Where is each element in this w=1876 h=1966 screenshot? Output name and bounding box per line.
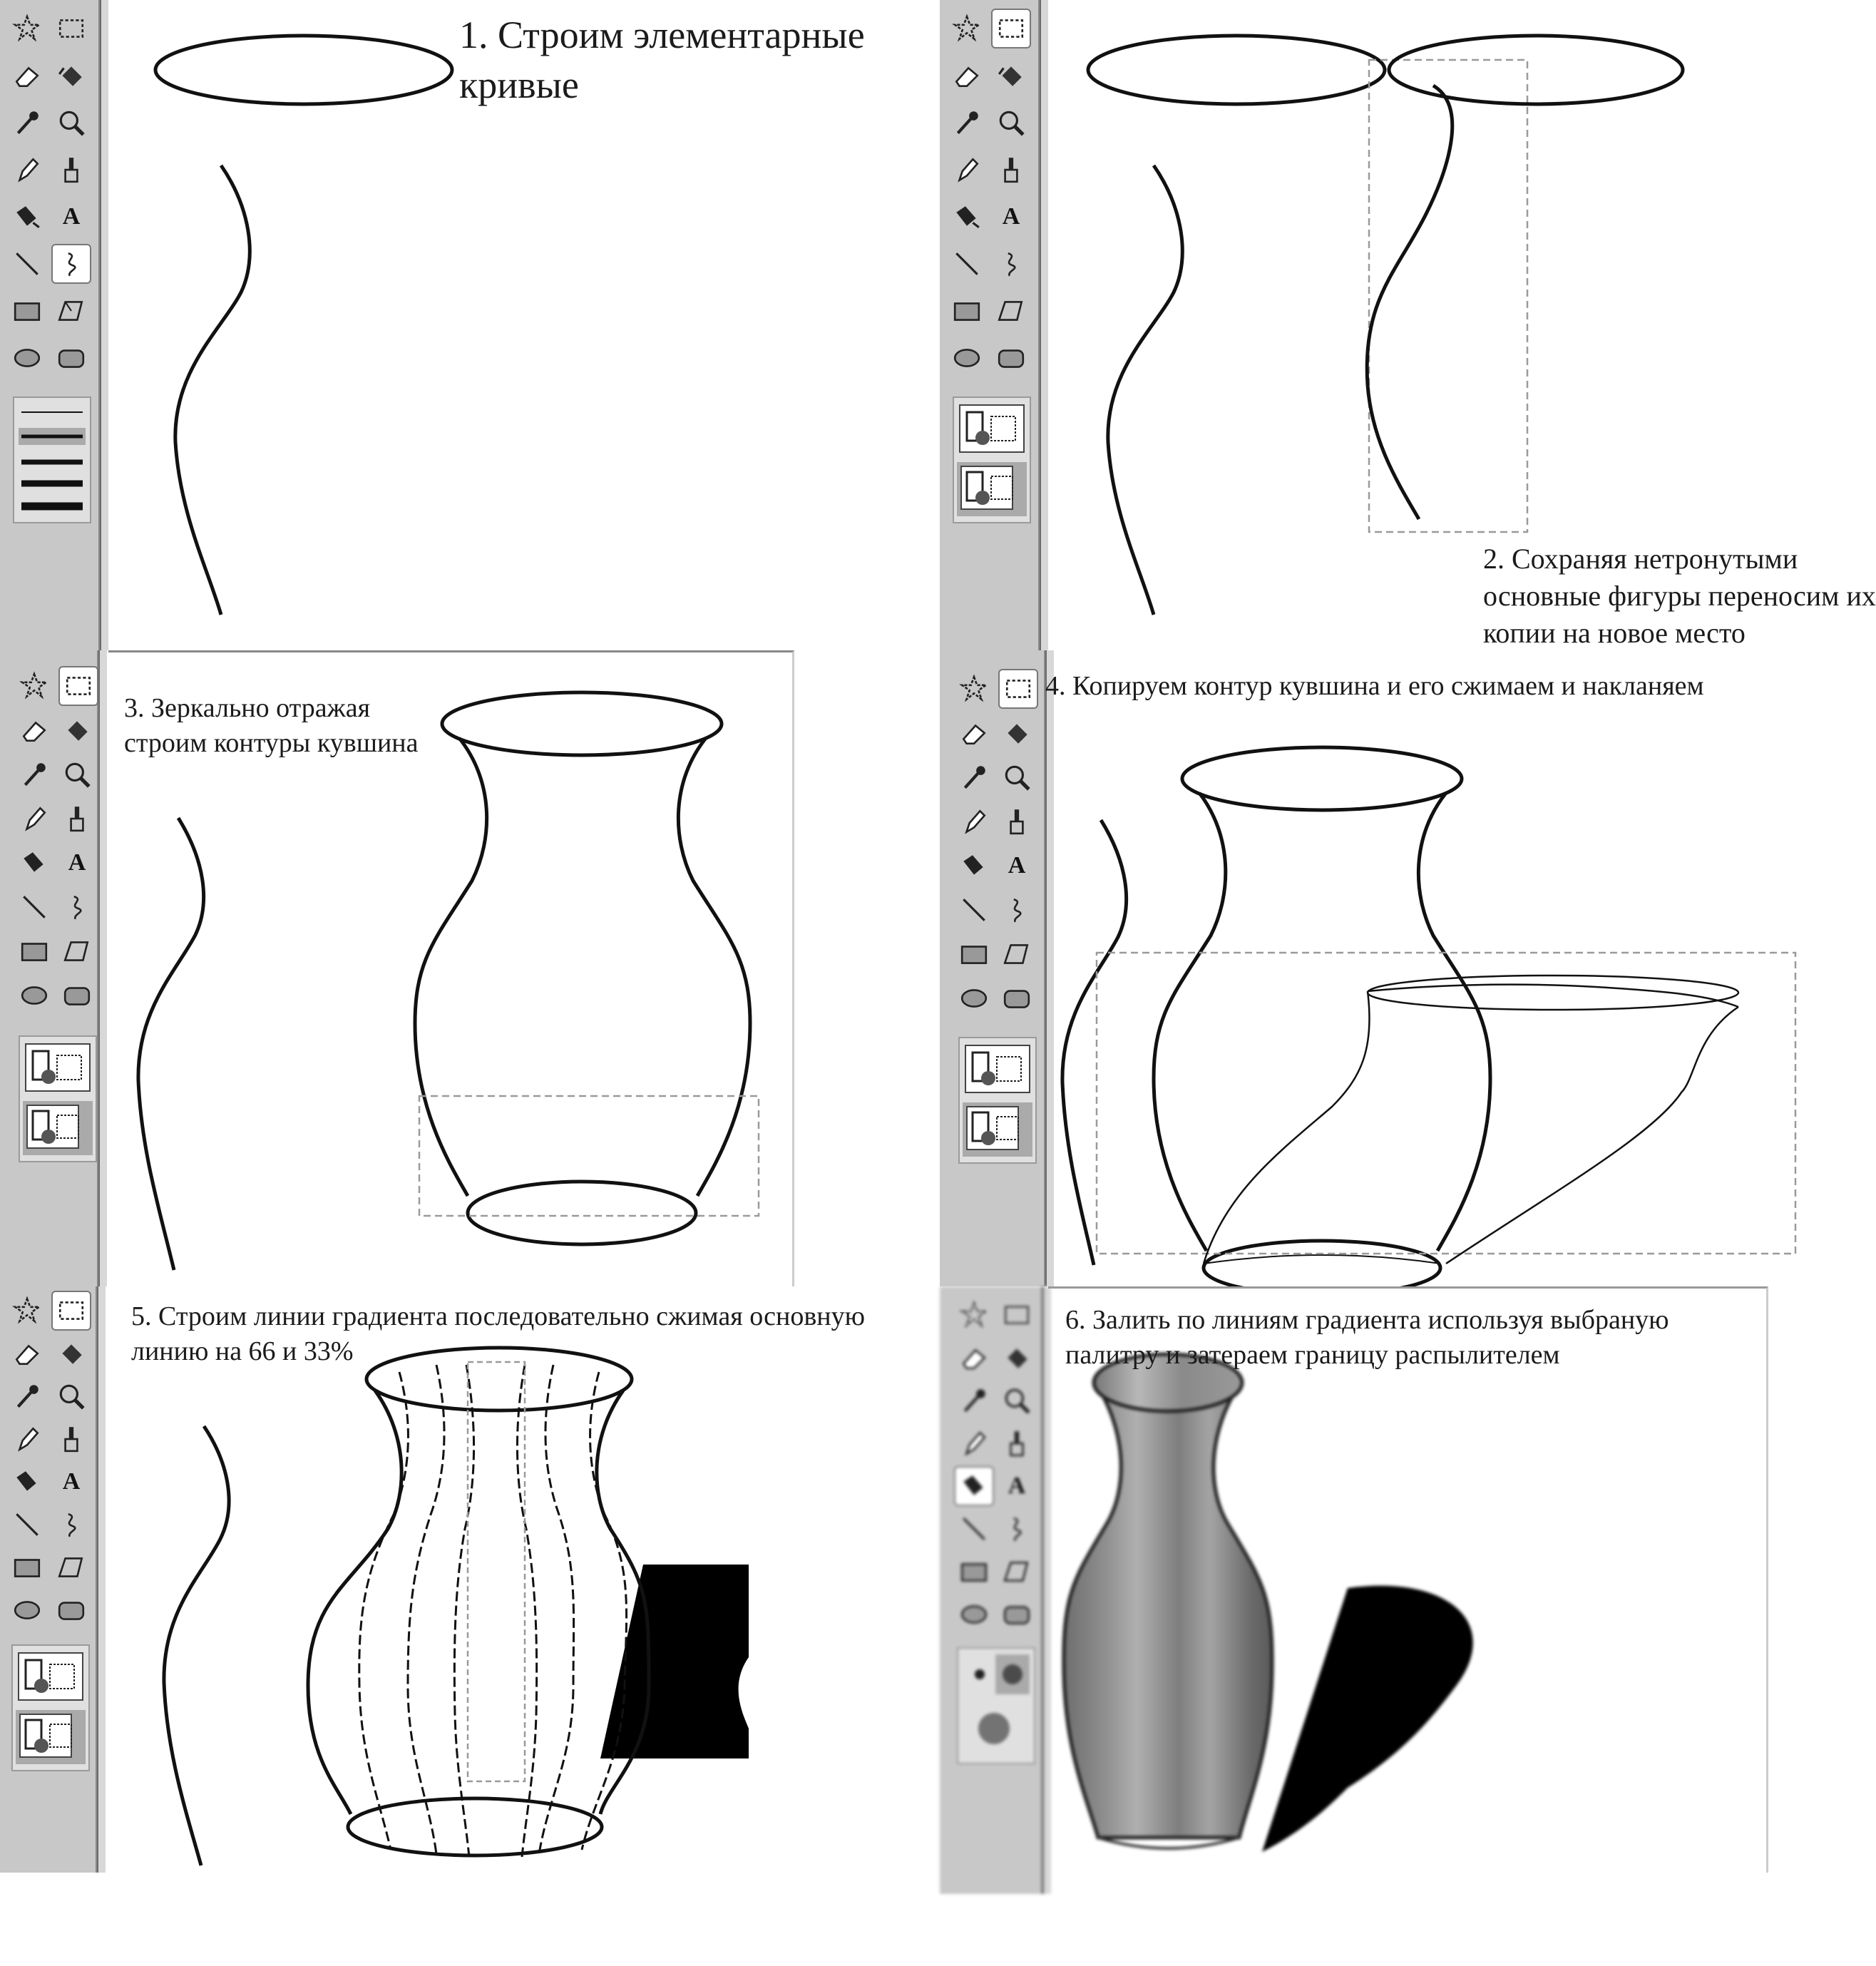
skewed-shadow-contour xyxy=(1204,985,1738,1264)
polygon-icon[interactable] xyxy=(58,933,96,970)
drawing-canvas[interactable] xyxy=(108,650,794,1286)
eyedropper-icon[interactable] xyxy=(9,1378,46,1415)
brush-icon[interactable] xyxy=(53,1420,90,1458)
panel-2 xyxy=(940,0,1876,650)
rounded-rect-icon[interactable] xyxy=(53,339,90,377)
profile-curve xyxy=(138,818,204,1270)
top-ellipse-copy xyxy=(1389,36,1683,104)
vase-left-contour xyxy=(308,1391,401,1814)
gradient-line-66-left xyxy=(359,1372,409,1850)
fill-icon[interactable] xyxy=(9,1463,46,1500)
drawing-canvas[interactable] xyxy=(1048,0,1876,650)
polygon-icon[interactable] xyxy=(53,292,90,329)
line-icon[interactable] xyxy=(955,1510,993,1547)
polygon-icon[interactable] xyxy=(53,1549,90,1586)
panel-5 xyxy=(0,1286,940,1873)
marquee-icon[interactable] xyxy=(51,1291,91,1331)
eyedropper-icon[interactable] xyxy=(9,104,46,141)
line-width-options[interactable] xyxy=(13,396,91,523)
brush-icon[interactable] xyxy=(58,800,96,837)
rectangle-icon[interactable] xyxy=(955,936,993,973)
vase-base xyxy=(468,1182,696,1244)
pencil-icon[interactable] xyxy=(948,151,985,188)
gradient-line-33-right xyxy=(539,1365,574,1854)
marquee-icon[interactable] xyxy=(991,9,1031,48)
curve-icon[interactable] xyxy=(53,1506,90,1543)
profile-curve xyxy=(164,1426,229,1865)
marquee-icon[interactable] xyxy=(998,669,1038,709)
marquee-icon[interactable] xyxy=(998,1296,1035,1333)
marquee-icon[interactable] xyxy=(58,666,98,706)
text-icon[interactable]: A xyxy=(68,849,86,876)
caption: 6. Залить по линиям градиента используя выбраную палитру и затераем границу распылителем xyxy=(1065,1305,1669,1371)
eraser-icon[interactable] xyxy=(955,1339,993,1376)
brush-icon[interactable] xyxy=(993,151,1030,188)
brush-icon[interactable] xyxy=(998,1425,1035,1462)
transparency-options[interactable] xyxy=(958,1037,1037,1164)
polygon-icon[interactable] xyxy=(998,936,1035,973)
ellipse-icon[interactable] xyxy=(955,980,993,1017)
line-icon[interactable] xyxy=(9,1506,46,1543)
toolbar xyxy=(0,0,101,650)
caption: 1. Строим элементарные кривые xyxy=(459,14,865,107)
drawing-canvas[interactable] xyxy=(108,0,920,650)
lasso-icon[interactable] xyxy=(955,670,993,707)
eraser-icon[interactable] xyxy=(16,712,53,749)
selection-box xyxy=(1097,953,1795,1254)
toolbar xyxy=(0,650,99,1286)
brush-icon[interactable] xyxy=(53,151,90,188)
lasso-icon[interactable] xyxy=(955,1296,993,1333)
magnifier-icon[interactable] xyxy=(53,1378,90,1415)
pencil-icon[interactable] xyxy=(955,803,993,840)
toolbar xyxy=(940,0,1040,650)
vase-shadow xyxy=(1262,1586,1473,1852)
toolbar xyxy=(940,650,1046,1286)
toolbar-divider xyxy=(1040,0,1048,650)
vase-rim xyxy=(442,692,722,755)
ellipse-icon[interactable] xyxy=(9,339,46,377)
text-icon[interactable]: A xyxy=(62,1468,81,1495)
vase-right-contour xyxy=(1418,793,1490,1251)
transparency-options[interactable] xyxy=(953,396,1031,523)
shadow-shape xyxy=(600,1565,749,1758)
pencil-icon[interactable] xyxy=(9,1420,46,1458)
eraser-icon[interactable] xyxy=(955,715,993,752)
curve-icon[interactable] xyxy=(58,889,96,926)
ellipse-icon[interactable] xyxy=(9,1592,46,1629)
text-icon[interactable]: A xyxy=(1008,852,1026,879)
eyedropper-icon[interactable] xyxy=(955,1382,993,1419)
fill-icon[interactable] xyxy=(9,198,46,235)
caption: 2. Сохраняя нетронутыми основные фигуры переносим их копии на новое место xyxy=(1483,543,1876,649)
fill-icon[interactable] xyxy=(955,847,993,884)
caption: 3. Зеркально отражая строим контуры кувшина xyxy=(124,693,419,759)
paint-bucket-icon[interactable] xyxy=(53,1335,90,1372)
eraser-icon[interactable] xyxy=(9,57,46,94)
curve-icon[interactable] xyxy=(998,1510,1035,1547)
toolbar-divider xyxy=(1045,650,1054,1286)
spray-options[interactable] xyxy=(957,1647,1035,1764)
top-ellipse xyxy=(1088,36,1385,104)
line-icon[interactable] xyxy=(16,889,53,926)
lasso-icon[interactable] xyxy=(9,10,46,47)
vase-left-contour xyxy=(415,738,487,1196)
transparency-options[interactable] xyxy=(19,1035,97,1162)
skewed-shadow-right xyxy=(1446,1007,1738,1264)
fill-icon[interactable] xyxy=(954,1466,994,1506)
top-ellipse xyxy=(155,36,452,104)
pencil-icon[interactable] xyxy=(16,800,53,837)
line-icon[interactable] xyxy=(955,891,993,928)
pencil-icon[interactable] xyxy=(9,151,46,188)
eraser-icon[interactable] xyxy=(9,1335,46,1372)
eyedropper-icon[interactable] xyxy=(16,756,53,793)
magnifier-icon[interactable] xyxy=(998,1382,1035,1419)
rectangle-icon[interactable] xyxy=(948,292,985,329)
magnifier-icon[interactable] xyxy=(993,104,1030,141)
eraser-icon[interactable] xyxy=(948,57,985,94)
toolbar-divider xyxy=(98,650,107,1286)
selection-box xyxy=(468,1362,525,1781)
drawing-canvas[interactable] xyxy=(1045,650,1768,1286)
rounded-rect-icon[interactable] xyxy=(53,1592,90,1629)
pencil-icon[interactable] xyxy=(955,1425,993,1462)
polygon-icon[interactable] xyxy=(998,1553,1035,1590)
vase-right-contour xyxy=(678,738,750,1196)
selection-box xyxy=(1369,60,1527,532)
text-icon[interactable]: A xyxy=(1008,1473,1026,1499)
ellipse-icon[interactable] xyxy=(948,339,985,377)
magnifier-icon[interactable] xyxy=(58,756,96,793)
magnifier-icon[interactable] xyxy=(998,759,1035,796)
eyedropper-icon[interactable] xyxy=(955,759,993,796)
selection-box xyxy=(419,1096,759,1216)
line-icon[interactable] xyxy=(948,245,985,282)
rectangle-icon[interactable] xyxy=(16,933,53,970)
caption: 4. Копируем контур кувшина и его сжимаем и накланяем xyxy=(1045,671,1704,701)
polygon-icon[interactable] xyxy=(993,292,1030,329)
rounded-rect-icon[interactable] xyxy=(998,980,1035,1017)
lasso-icon[interactable] xyxy=(9,1292,46,1329)
gradient-line-33-left xyxy=(408,1365,444,1854)
skewed-shadow-top xyxy=(1368,976,1738,1010)
paint-bucket-icon[interactable] xyxy=(58,712,96,749)
paint-bucket-icon[interactable] xyxy=(53,57,90,94)
ellipse-icon[interactable] xyxy=(955,1596,993,1633)
fill-icon[interactable] xyxy=(948,198,985,235)
lasso-icon[interactable] xyxy=(16,667,53,705)
marquee-icon[interactable] xyxy=(53,10,90,47)
vase-left-contour xyxy=(1154,793,1226,1251)
panel-4 xyxy=(940,650,1768,1286)
toolbar xyxy=(0,1286,98,1873)
drawing-canvas[interactable] xyxy=(1048,1286,1768,1873)
ellipse-icon[interactable] xyxy=(16,977,53,1014)
rectangle-icon[interactable] xyxy=(955,1553,993,1590)
text-icon[interactable]: A xyxy=(1002,203,1020,230)
caption: 5. Строим линии градиента последовательно сжимая основную линию на 66 и 33% xyxy=(131,1301,866,1367)
rounded-rect-icon[interactable] xyxy=(998,1596,1035,1633)
paint-bucket-icon[interactable] xyxy=(993,57,1030,94)
eyedropper-icon[interactable] xyxy=(948,104,985,141)
profile-curve xyxy=(175,165,250,615)
profile-curve-copy xyxy=(1367,86,1452,519)
text-icon[interactable]: A xyxy=(62,203,81,230)
panel-1 xyxy=(0,0,920,650)
panel-6 xyxy=(940,1286,1768,1894)
profile-curve xyxy=(1062,820,1127,1265)
curve-icon[interactable] xyxy=(51,244,91,284)
magnifier-icon[interactable] xyxy=(53,104,90,141)
rounded-rect-icon[interactable] xyxy=(58,977,96,1014)
lasso-icon[interactable] xyxy=(948,10,985,47)
rectangle-icon[interactable] xyxy=(9,292,46,329)
rounded-rect-icon[interactable] xyxy=(993,339,1030,377)
curve-icon[interactable] xyxy=(993,245,1030,282)
gradient-line-inner-left xyxy=(454,1365,473,1857)
toolbar-divider xyxy=(97,1286,106,1873)
fill-icon[interactable] xyxy=(16,844,53,881)
profile-curve xyxy=(1108,165,1182,615)
gradient-line-inner-right xyxy=(517,1365,536,1857)
panel-3 xyxy=(0,650,794,1286)
transparency-options[interactable] xyxy=(11,1644,90,1771)
toolbar xyxy=(940,1286,1043,1894)
brush-icon[interactable] xyxy=(998,803,1035,840)
paint-bucket-icon[interactable] xyxy=(998,1339,1035,1376)
curve-icon[interactable] xyxy=(998,891,1035,928)
rectangle-icon[interactable] xyxy=(9,1549,46,1586)
base-inner-line xyxy=(1204,1255,1440,1264)
line-icon[interactable] xyxy=(9,245,46,282)
toolbar-divider xyxy=(100,0,108,650)
paint-bucket-icon[interactable] xyxy=(998,715,1035,752)
vase-body xyxy=(1064,1383,1272,1838)
vase-rim xyxy=(1182,747,1462,810)
drawing-canvas[interactable] xyxy=(108,1286,940,1873)
